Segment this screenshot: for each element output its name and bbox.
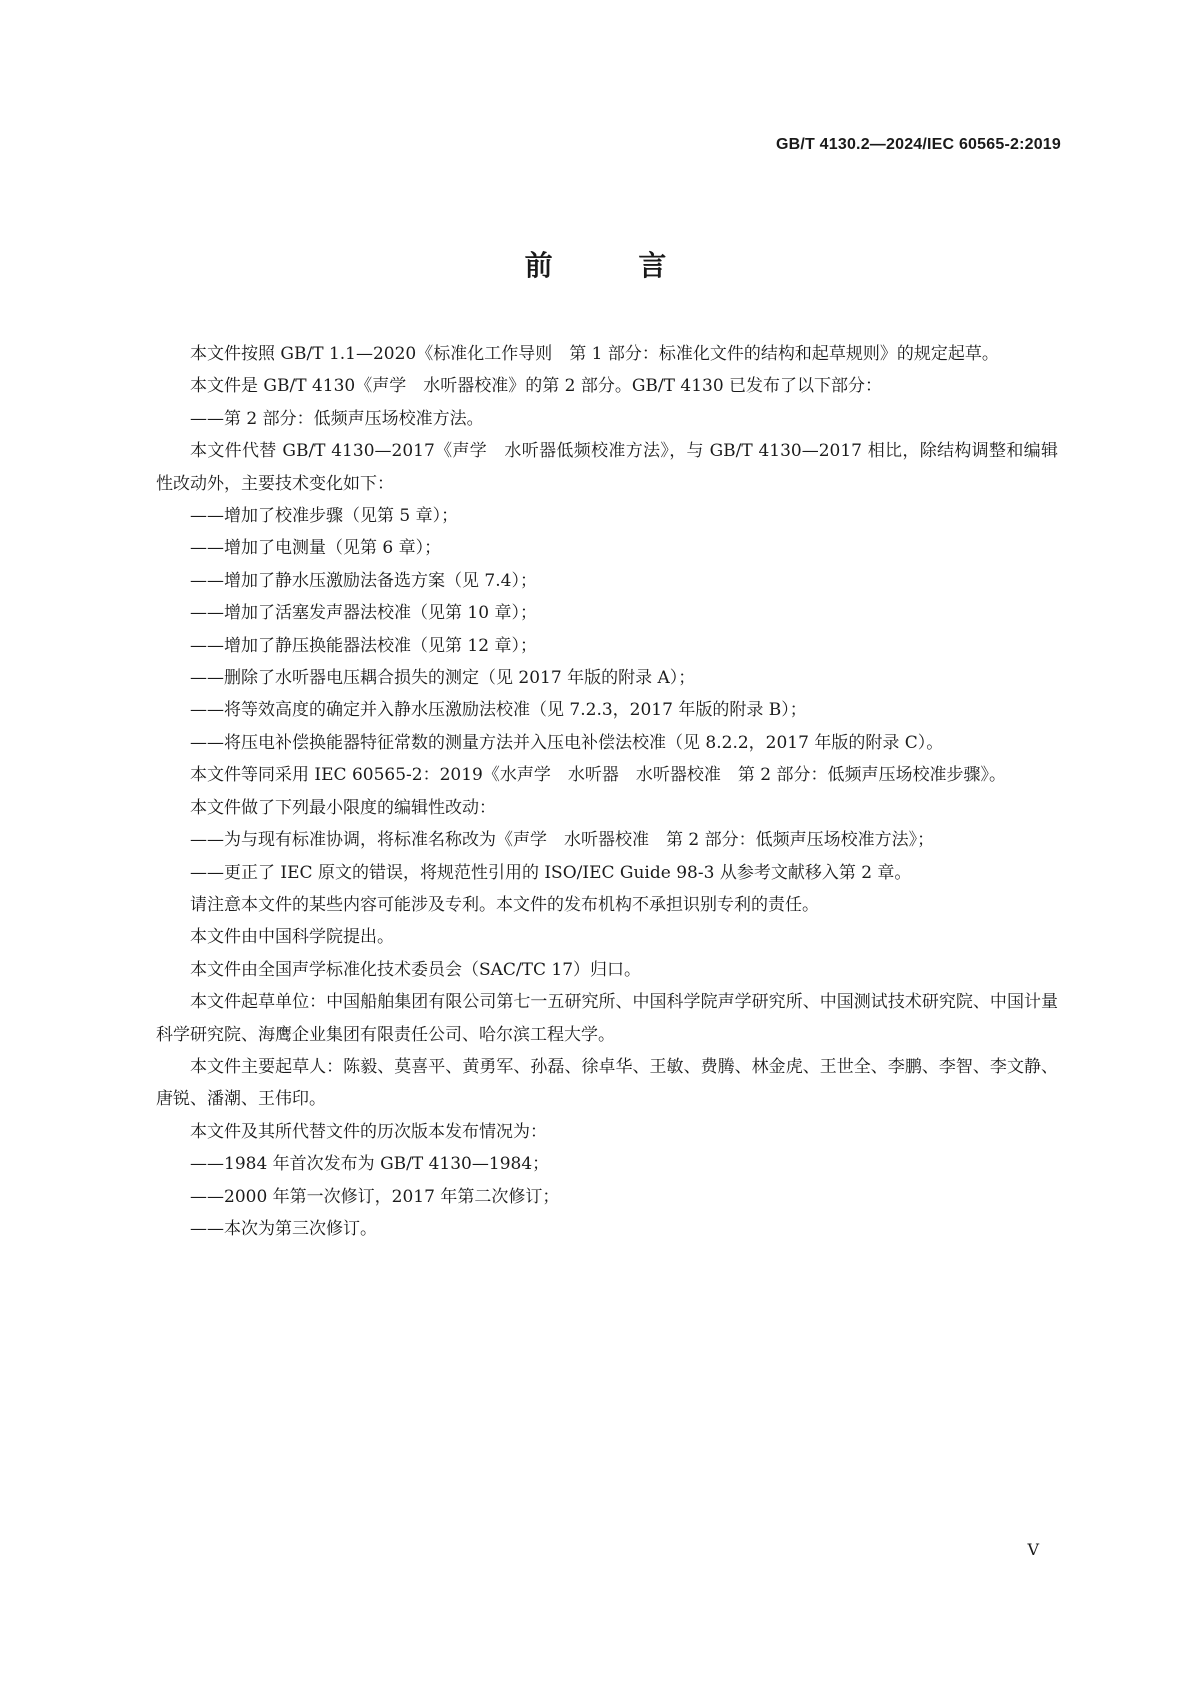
paragraph: 本文件等同采用 IEC 60565-2：2019《水声学 水听器 水听器校准 第 2 部分：低频声压场校准步骤》。 [190,765,1006,786]
list-item: ——增加了电测量（见第 6 章）； [190,538,442,559]
page-title: 前 言 [524,249,705,282]
list-item: ——增加了静压换能器法校准（见第 12 章）； [190,635,537,656]
paragraph: 本文件由中国科学院提出。 [190,927,394,948]
list-item: ——2000 年第一次修订，2017 年第二次修订； [190,1186,560,1207]
paragraph: 请注意本文件的某些内容可能涉及专利。本文件的发布机构不承担识别专利的责任。 [190,894,819,915]
paragraph: 本文件按照 GB/T 1.1—2020《标准化工作导则 第 1 部分：标准化文件的结构和起草规则》的规定起草。 [190,344,999,364]
paragraph: 本文件做了下列最小限度的编辑性改动： [190,797,496,818]
paragraph: 本文件主要起草人：陈毅、莫喜平、黄勇军、孙磊、徐卓华、王敏、费腾、林金虎、王世全、李鹏、李智、李文静、唐锐、潘潮、王伟印。 [156,1056,1058,1110]
list-item: ——增加了活塞发声器法校准（见第 10 章）； [190,603,537,624]
paragraph: 本文件是 GB/T 4130《声学 水听器校准》的第 2 部分。GB/T 4130 已发布了以下部分： [190,376,883,397]
list-item: ——删除了水听器电压耦合损失的测定（见 2017 年版的附录 A）； [190,668,696,689]
list-item: ——将压电补偿换能器特征常数的测量方法并入压电补偿法校准（见 8.2.2，2017 年版的附录 C）。 [190,732,944,753]
list-item: ——增加了校准步骤（见第 5 章）； [190,506,459,527]
paragraph: 本文件及其所代替文件的历次版本发布情况为： [190,1121,547,1142]
standard-number: GB/T 4130.2—2024/IEC 60565-2:2019 [776,136,1061,153]
list-item: ——为与现有标准协调，将标准名称改为《声学 水听器校准 第 2 部分：低频声压场校准方法》； [190,830,935,851]
list-item: ——增加了静水压激励法备选方案（见 7.4）； [190,570,537,591]
list-item: ——本次为第三次修订。 [190,1218,377,1239]
paragraph: 本文件由全国声学标准化技术委员会（SAC/TC 17）归口。 [190,959,642,980]
list-item: ——更正了 IEC 原文的错误，将规范性引用的 ISO/IEC Guide 98-3 从参考文献移入第 2 章。 [190,862,912,883]
paragraph: 本文件起草单位：中国船舶集团有限公司第七一五研究所、中国科学院声学研究所、中国测试技术研究院、中国计量科学研究院、海鹰企业集团有限责任公司、哈尔滨工程大学。 [156,992,1058,1045]
list-item: ——将等效高度的确定并入静水压激励法校准（见 7.2.3，2017 年版的附录 B）； [190,700,807,721]
list-item: ——1984 年首次发布为 GB/T 4130—1984； [190,1154,550,1175]
page-number: Ⅴ [1027,1540,1039,1559]
foreword-body [156,338,1058,1245]
paragraph: 本文件代替 GB/T 4130—2017《声学 水听器低频校准方法》，与 GB/T 4130—2017 相比，除结构调整和编辑性改动外，主要技术变化如下： [156,441,1058,494]
list-item: ——第 2 部分：低频声压场校准方法。 [190,408,484,429]
